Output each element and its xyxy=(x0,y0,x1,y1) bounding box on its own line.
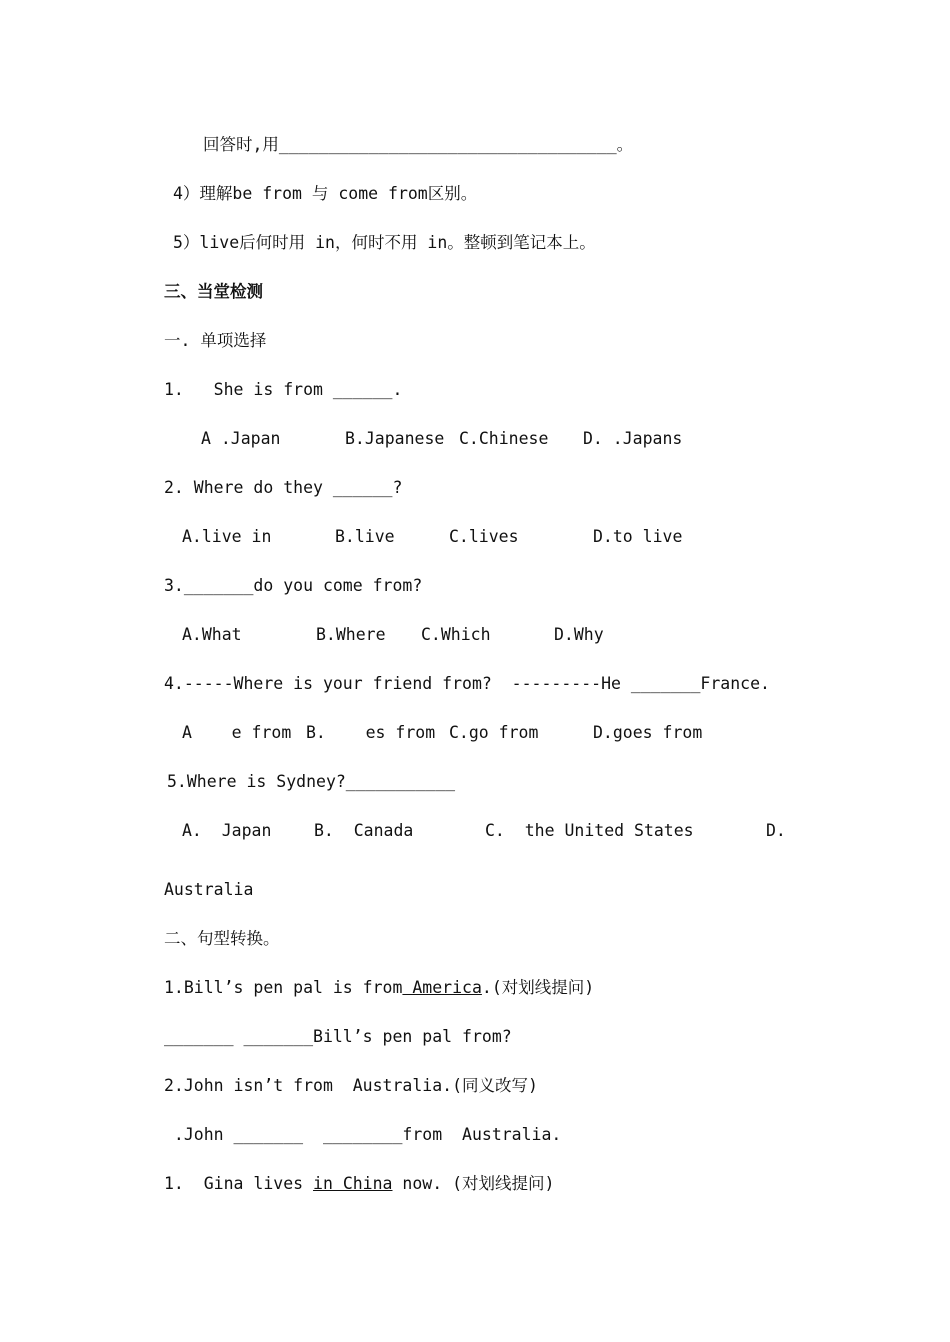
option-2b: B.live xyxy=(335,527,395,546)
option-1a: A .Japan xyxy=(201,429,281,448)
option-1b: B.Japanese xyxy=(345,429,445,448)
option-3d: D.Why xyxy=(554,625,604,644)
option-4a: A e from xyxy=(182,723,292,742)
option-4c: C.go from xyxy=(449,723,539,742)
section-heading-check: 三、当堂检测 xyxy=(164,282,263,301)
part-heading-transform: 二、句型转换。 xyxy=(164,929,280,948)
tip-4: 4）理解be from 与 come from区别。 xyxy=(173,184,478,203)
transform-question-2: 2.John isn’t from Australia.(同义改写) xyxy=(164,1076,538,1095)
option-4d: D.goes from xyxy=(593,723,703,742)
transform-q1-underlined: America xyxy=(402,978,482,997)
option-5a: A. Japan xyxy=(182,821,272,840)
option-2c: C.lives xyxy=(449,527,519,546)
option-2a: A.live in xyxy=(182,527,272,546)
question-4: 4.-----Where is your friend from? ---------He _______France. xyxy=(164,674,770,693)
option-5c: C. the United States xyxy=(485,821,694,840)
option-3b: B.Where xyxy=(316,625,386,644)
option-1d: D. .Japans xyxy=(583,429,683,448)
tip-5: 5）live后何时用 in，何时不用 in。整顿到笔记本上。 xyxy=(173,233,596,252)
part-heading-multiple-choice: 一. 单项选择 xyxy=(164,331,267,350)
option-3a: A.What xyxy=(182,625,242,644)
question-2: 2. Where do they ______? xyxy=(164,478,403,497)
transform-q3-underlined: in China xyxy=(313,1174,393,1193)
option-2d: D.to live xyxy=(593,527,683,546)
transform-question-1 xyxy=(164,977,594,999)
question-5: 5.Where is Sydney?___________ xyxy=(167,772,456,791)
transform-q3-start: 1. Gina lives xyxy=(164,1174,314,1193)
transform-question-3 xyxy=(164,1173,554,1195)
transform-answer-2: .John _______ ________from Australia. xyxy=(164,1125,562,1144)
transform-q1-start: 1.Bill’s pen pal is from xyxy=(164,978,403,997)
option-1c: C.Chinese xyxy=(459,429,549,448)
transform-q1-end: .(对划线提问) xyxy=(481,978,595,997)
option-5d-text: Australia xyxy=(164,880,254,899)
option-3c: C.Which xyxy=(421,625,491,644)
option-5d-letter: D. xyxy=(766,821,786,840)
question-1: 1. She is from ______. xyxy=(164,380,403,399)
transform-q3-end: now. (对划线提问) xyxy=(392,1174,555,1193)
question-3: 3._______do you come from? xyxy=(164,576,423,595)
answer-tip-line: 回答时,用__________________________________。 xyxy=(203,135,634,154)
transform-answer-1: _______ _______Bill’s pen pal from? xyxy=(164,1027,512,1046)
option-4b: B. es from xyxy=(306,723,436,742)
option-5b: B. Canada xyxy=(314,821,414,840)
